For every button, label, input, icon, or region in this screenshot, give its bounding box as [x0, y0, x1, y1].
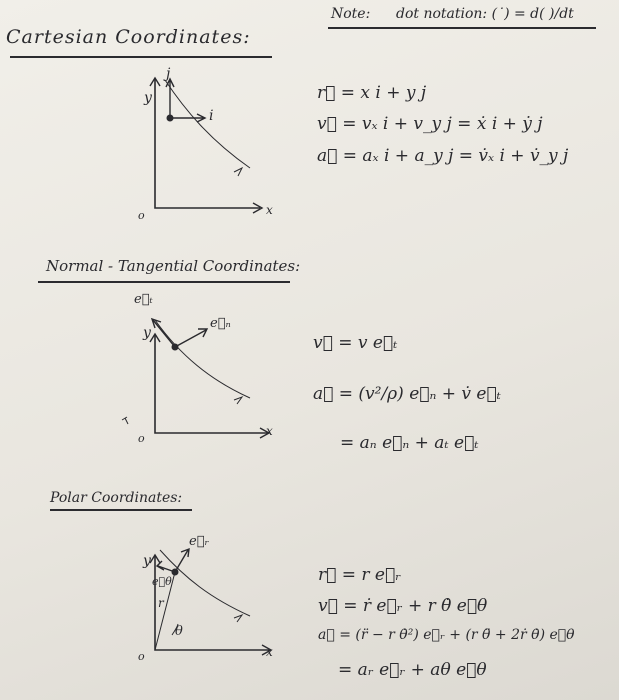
polar-er-vector [175, 549, 189, 572]
nt-origin-label: o [138, 432, 145, 445]
cartesian-axis-y-label: y [144, 90, 152, 106]
polar-eq-velocity: v⃗ = ṙ e⃗ᵣ + r θ̇ e⃗θ [318, 596, 488, 616]
nt-eq-velocity: v⃗ = v e⃗ₜ [313, 333, 398, 353]
cartesian-j-label: j [166, 66, 171, 82]
polar-etheta-label: e⃗θ [152, 575, 172, 588]
nt-path-arrow [234, 397, 242, 404]
cartesian-origin-label: o [138, 209, 145, 222]
cartesian-axis-x-label: x [266, 203, 273, 217]
polar-path-curve [160, 550, 250, 616]
nt-title: Normal - Tangential Coordinates: [46, 257, 301, 275]
polar-radius-label: r [158, 596, 164, 610]
polar-title-underline [50, 509, 192, 511]
nt-mark [122, 417, 128, 424]
polar-eq-position: r⃗ = r e⃗ᵣ [318, 565, 402, 585]
nt-et-label: e⃗ₜ [134, 292, 153, 307]
polar-angle-label: θ [175, 624, 183, 639]
cartesian-path-arrow [234, 168, 242, 176]
nt-axes [155, 335, 268, 433]
note-text: dot notation: (˙) = d( )/dt [396, 6, 574, 22]
note-label: Note: [331, 6, 371, 22]
cartesian-title: Cartesian Coordinates: [6, 26, 251, 48]
cartesian-eq-position: r⃗ = x i + y j [317, 83, 427, 103]
nt-title-underline [38, 281, 290, 283]
polar-title: Polar Coordinates: [50, 490, 183, 506]
nt-en-label: e⃗ₙ [210, 316, 231, 331]
polar-eq-acceleration: a⃗ = (r̈ − r θ̇²) e⃗ᵣ + (r θ̈ + 2ṙ θ̇) e⃗θ [318, 627, 575, 643]
cartesian-j-vector [166, 79, 174, 118]
note-underline [328, 27, 596, 29]
polar-axis-y-label: y [143, 553, 151, 569]
polar-eq-acceleration-components: = aᵣ e⃗ᵣ + aθ e⃗θ [338, 660, 487, 680]
nt-axis-x-label: x [266, 424, 273, 438]
nt-axis-y-label: y [143, 325, 151, 341]
polar-er-label: e⃗ᵣ [189, 534, 210, 549]
nt-eq-acceleration: a⃗ = (v²/ρ) e⃗ₙ + v̇ e⃗ₜ [313, 384, 501, 404]
polar-path-arrow [234, 615, 242, 622]
nt-en-vector [175, 329, 207, 347]
cartesian-i-label: i [209, 108, 214, 124]
cartesian-eq-acceleration: a⃗ = aₓ i + a_y j = v̇ₓ i + v̇_y j [317, 146, 569, 166]
cartesian-title-underline [10, 56, 272, 58]
cartesian-path-curve [165, 80, 250, 168]
nt-eq-acceleration-components: = aₙ e⃗ₙ + aₜ e⃗ₜ [340, 433, 479, 453]
polar-axis-x-label: x [266, 645, 273, 659]
cartesian-i-vector [170, 114, 205, 122]
polar-origin-label: o [138, 650, 145, 663]
cartesian-eq-velocity: v⃗ = vₓ i + v_y j = ẋ i + ẏ j [317, 114, 543, 134]
cartesian-axes [155, 78, 260, 208]
